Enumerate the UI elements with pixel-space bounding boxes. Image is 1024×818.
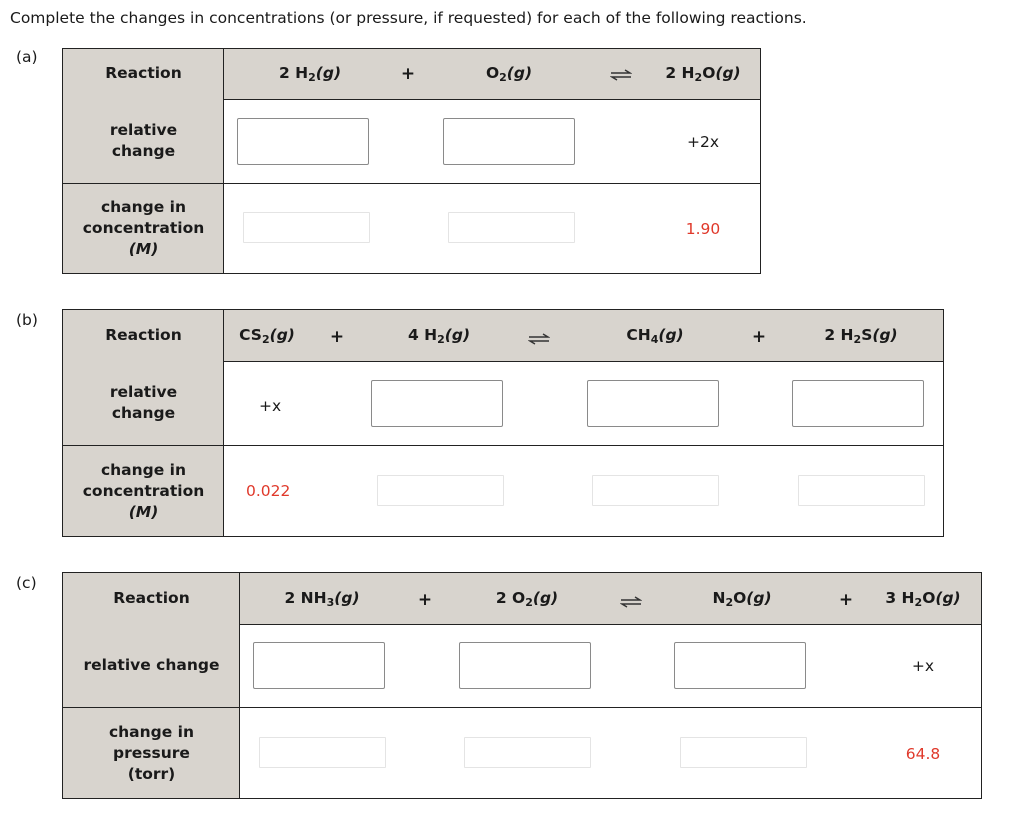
relative-change-ch4-input[interactable] (587, 380, 719, 427)
equilibrium-arrow-icon (620, 596, 642, 608)
reaction-table-a (62, 48, 761, 274)
row-divider (63, 445, 943, 446)
row-divider (63, 183, 760, 184)
equilibrium-arrow-icon (610, 69, 632, 81)
relative-change-h2o-value: +x (911, 657, 935, 675)
relative-change-n2o-input[interactable] (674, 642, 806, 689)
part-a-label: (a) (16, 48, 38, 66)
concentration-cs2-value: 0.022 (246, 482, 291, 500)
concentration-h2o-value: 1.90 (685, 220, 721, 238)
row-label-change-in-pressure: change in pressure (torr) (108, 723, 195, 783)
row-label-change-in-concentration: change in concentration (M) (82, 198, 205, 258)
row-label-change-in-concentration: change in concentration (M) (82, 461, 205, 521)
plus-sign: + (400, 64, 416, 84)
relative-change-h2-input[interactable] (237, 118, 369, 165)
row-label-relative-change: relative change (109, 121, 178, 160)
pressure-o2-input[interactable] (464, 737, 591, 768)
pressure-h2o-value: 64.8 (905, 745, 941, 763)
row-label-relative-change: relative change (109, 383, 178, 422)
part-b-label: (b) (16, 311, 38, 329)
pressure-n2o-input[interactable] (680, 737, 807, 768)
concentration-h2-input[interactable] (243, 212, 370, 243)
concentration-h2s-input[interactable] (798, 475, 925, 506)
species-h2o: 2 $H_2O(g)$ (665, 64, 741, 84)
species-4h2: 4 $H_2(g)$ (407, 326, 471, 346)
plus-sign: + (417, 590, 433, 610)
species-nh3: 2 $NH_3(g)$ (284, 589, 360, 609)
species-n2o: $N_2O(g)$ (712, 589, 772, 609)
concentration-ch4-input[interactable] (592, 475, 719, 506)
species-h2s: 2 $H_2S(g)$ (824, 326, 898, 346)
relative-change-cs2-value: +x (259, 397, 282, 415)
species-2o2: 2 $O_2(g)$ (495, 589, 559, 609)
row-label-reaction: Reaction (113, 589, 190, 607)
part-c-label: (c) (16, 574, 37, 592)
plus-sign: + (751, 327, 767, 347)
reaction-table-b (62, 309, 944, 537)
concentration-o2-input[interactable] (448, 212, 575, 243)
concentration-h2-input[interactable] (377, 475, 504, 506)
equilibrium-arrow-icon (528, 333, 550, 345)
species-3h2o: 3 $H_2O(g)$ (885, 589, 961, 609)
species-h2: 2 $H_2(g)$ (278, 64, 342, 84)
relative-change-h2o-value: +2x (686, 133, 720, 151)
instructions: Complete the changes in concentrations (or pressure, if requested) for each of the following reactions. (10, 9, 807, 27)
relative-change-o2-input[interactable] (459, 642, 591, 689)
relative-change-h2s-input[interactable] (792, 380, 924, 427)
plus-sign: + (329, 327, 345, 347)
plus-sign: + (838, 590, 854, 610)
row-label-relative-change: relative change (83, 656, 220, 674)
pressure-nh3-input[interactable] (259, 737, 386, 768)
relative-change-nh3-input[interactable] (253, 642, 385, 689)
row-label-reaction: Reaction (105, 64, 182, 82)
species-cs2: $CS_2(g)$ (239, 326, 295, 346)
reaction-table-c (62, 572, 982, 799)
relative-change-h2-input[interactable] (371, 380, 503, 427)
species-ch4: $CH_4(g)$ (626, 326, 684, 346)
species-o2: $O_2(g)$ (485, 64, 533, 84)
relative-change-o2-input[interactable] (443, 118, 575, 165)
row-divider (63, 707, 981, 708)
row-label-reaction: Reaction (105, 326, 182, 344)
